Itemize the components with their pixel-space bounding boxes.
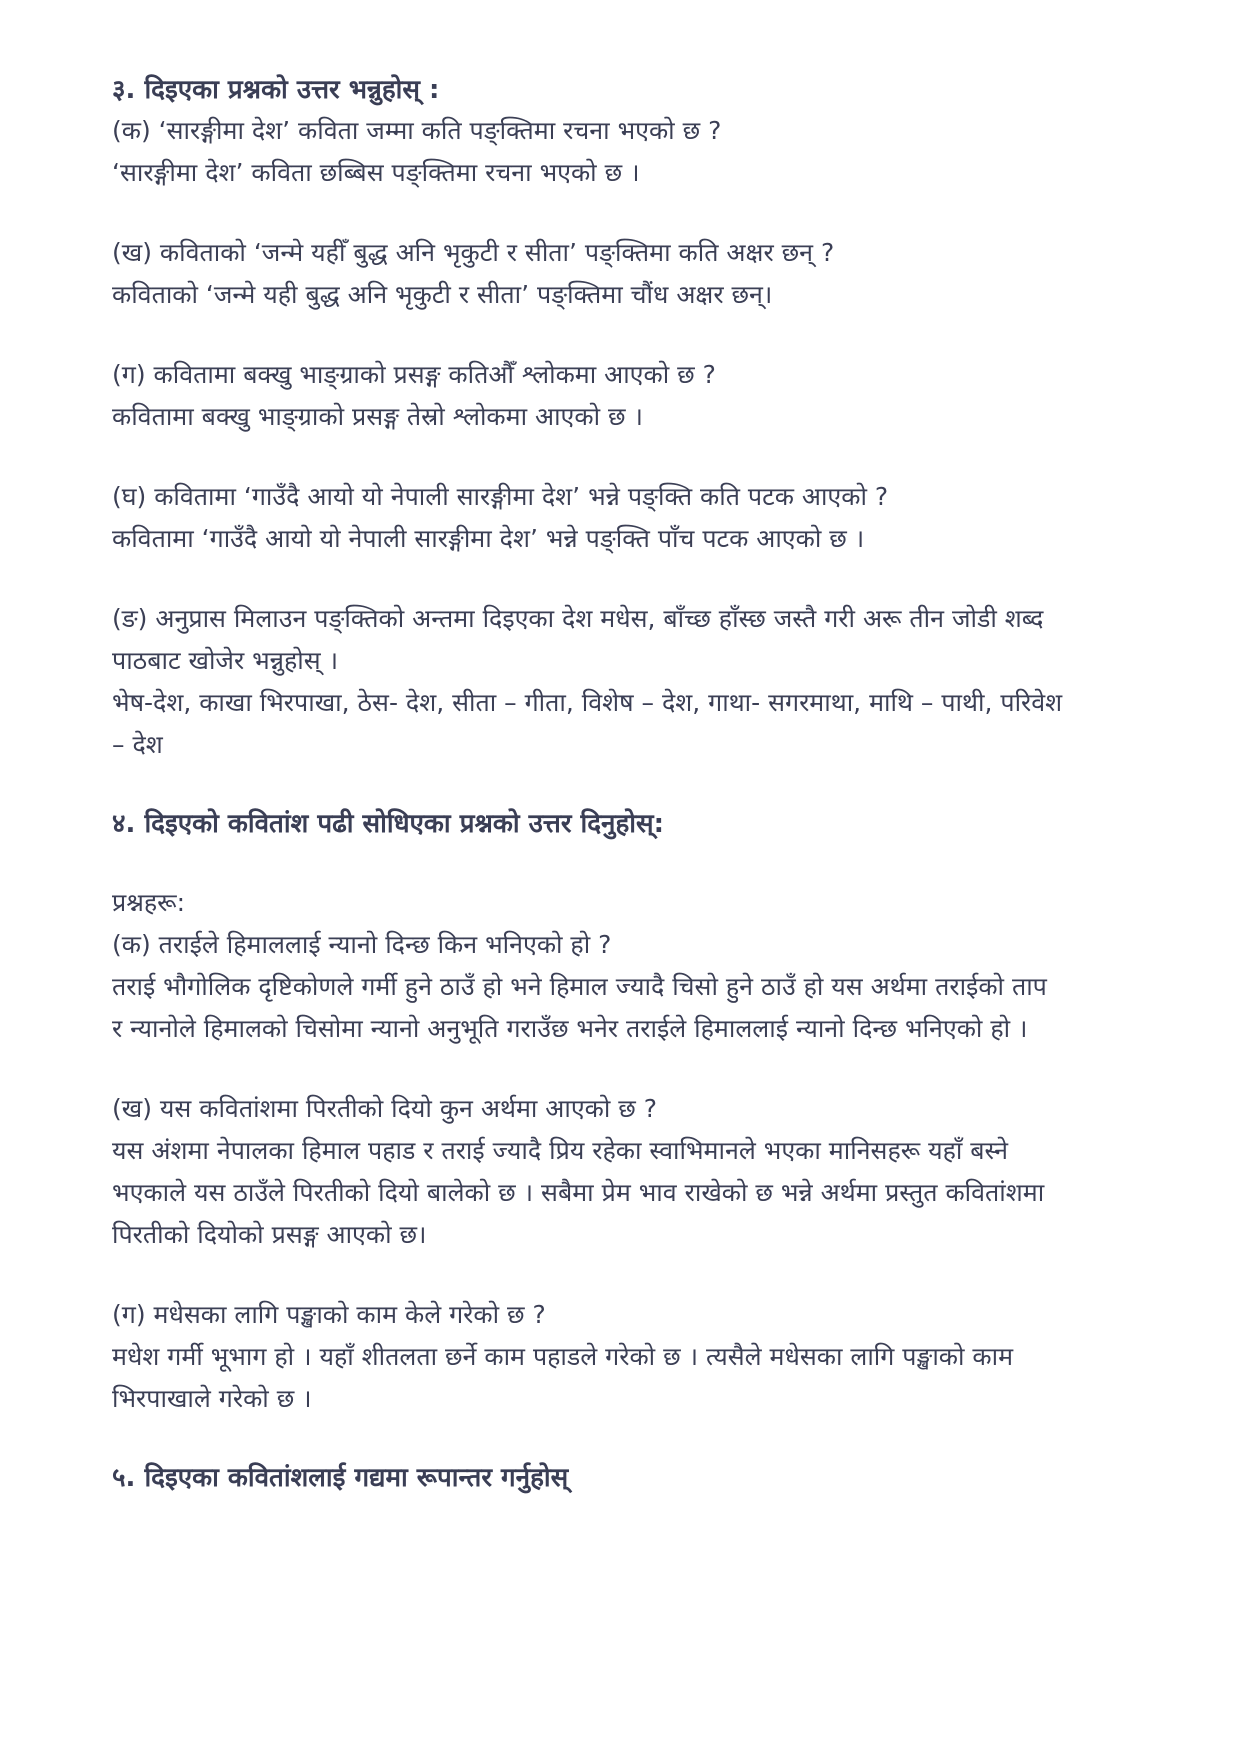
answer-text: भेष-देश, काखा भिरपाखा, ठेस- देश, सीता – गीता, विशेष – देश, गाथा- सगरमाथा, माथि – पाथी, परिवेश [112, 688, 1063, 717]
question-text: (ङ) अनुप्रास मिलाउन पङ्क्तिको अन्तमा दिइएका देश मधेस, बाँच्छ हाँस्छ जस्तै गरी अरू तीन जोडी शब्द [112, 604, 1044, 633]
answer-text: तराई भौगोलिक दृष्टिकोणले गर्मी हुने ठाउँ हो भने हिमाल ज्यादै चिसो हुने ठाउँ हो यस अर्थमा तराईको ताप [112, 972, 1047, 1001]
answer-text: यस अंशमा नेपालका हिमाल पहाड र तराई ज्यादै प्रिय रहेका स्वाभिमानले भएका मानिसहरू यहाँ बस्ने [112, 1136, 1008, 1165]
questions-subheading: प्रश्नहरू: [112, 888, 186, 917]
answer-text: भिरपाखाले गरेको छ । [112, 1384, 312, 1413]
answer-text: कवितामा ‘गाउँदै आयो यो नेपाली सारङ्गीमा देश’ भन्ने पङ्क्ति पाँच पटक आएको छ । [112, 524, 865, 553]
answer-text: ‘सारङ्गीमा देश’ कविता छब्बिस पङ्क्तिमा रचना भएको छ । [112, 158, 640, 187]
qa-item-ga [112, 354, 1172, 438]
answer-text: कविताको ‘जन्मे यही बुद्ध अनि भृकुटी र सीता’ पङ्क्तिमा चौंध अक्षर छन्। [112, 280, 773, 309]
qa-item-gha [112, 476, 1172, 560]
qa-item-nga [112, 598, 1172, 766]
qa-item-ga [112, 1294, 1172, 1420]
answer-text: कवितामा बक्खु भाङ्ग्राको प्रसङ्ग तेस्रो श्लोकमा आएको छ । [112, 402, 643, 431]
question-text: (क) ‘सारङ्गीमा देश’ कविता जम्मा कति पङ्क्तिमा रचना भएको छ ? [112, 116, 722, 145]
section-3-heading: ३. दिइएका प्रश्नको उत्तर भन्नुहोस् : [112, 75, 440, 105]
qa-item-kha [112, 232, 1172, 316]
question-text: पाठबाट खोजेर भन्नुहोस् । [112, 646, 339, 675]
qa-item-ka [112, 110, 1172, 194]
question-text: (ग) कवितामा बक्खु भाङ्ग्राको प्रसङ्ग कतिऔँ श्लोकमा आएको छ ? [112, 360, 716, 389]
question-text: (ग) मधेसका लागि पङ्खाको काम केले गरेको छ ? [112, 1300, 546, 1329]
qa-item-ka [112, 924, 1172, 1050]
question-text: (क) तराईले हिमाललाई न्यानो दिन्छ किन भनिएको हो ? [112, 930, 612, 959]
section-5-heading: ५. दिइएका कवितांशलाई गद्यमा रूपान्तर गर्नुहोस् [112, 1463, 569, 1493]
answer-text: मधेश गर्मी भूभाग हो । यहाँ शीतलता छर्ने काम पहाडले गरेको छ । त्यसैले मधेसका लागि पङ्खाको काम [112, 1342, 1014, 1371]
question-text: (ख) यस कवितांशमा पिरतीको दियो कुन अर्थमा आएको छ ? [112, 1094, 658, 1123]
qa-item-kha [112, 1088, 1172, 1256]
answer-text: – देश [112, 730, 163, 759]
question-text: (ख) कविताको ‘जन्मे यहीँ बुद्ध अनि भृकुटी र सीता’ पङ्क्तिमा कति अक्षर छन् ? [112, 238, 835, 267]
question-text: (घ) कवितामा ‘गाउँदै आयो यो नेपाली सारङ्गीमा देश’ भन्ने पङ्क्ति कति पटक आएको ? [112, 482, 889, 511]
answer-text: र न्यानोले हिमालको चिसोमा न्यानो अनुभूति गराउँछ भनेर तराईले हिमाललाई न्यानो दिन्छ भनिएको हो । [112, 1014, 1028, 1043]
answer-text: भएकाले यस ठाउँले पिरतीको दियो बालेको छ । सबैमा प्रेम भाव राखेको छ भन्ने अर्थमा प्रस्तुत कवितांशमा [112, 1178, 1045, 1207]
document-page [112, 70, 1172, 1498]
section-4-heading: ४. दिइएको कवितांश पढी सोधिएका प्रश्नको उत्तर दिनुहोस्: [112, 809, 665, 839]
answer-text: पिरतीको दियोको प्रसङ्ग आएको छ। [112, 1220, 427, 1249]
